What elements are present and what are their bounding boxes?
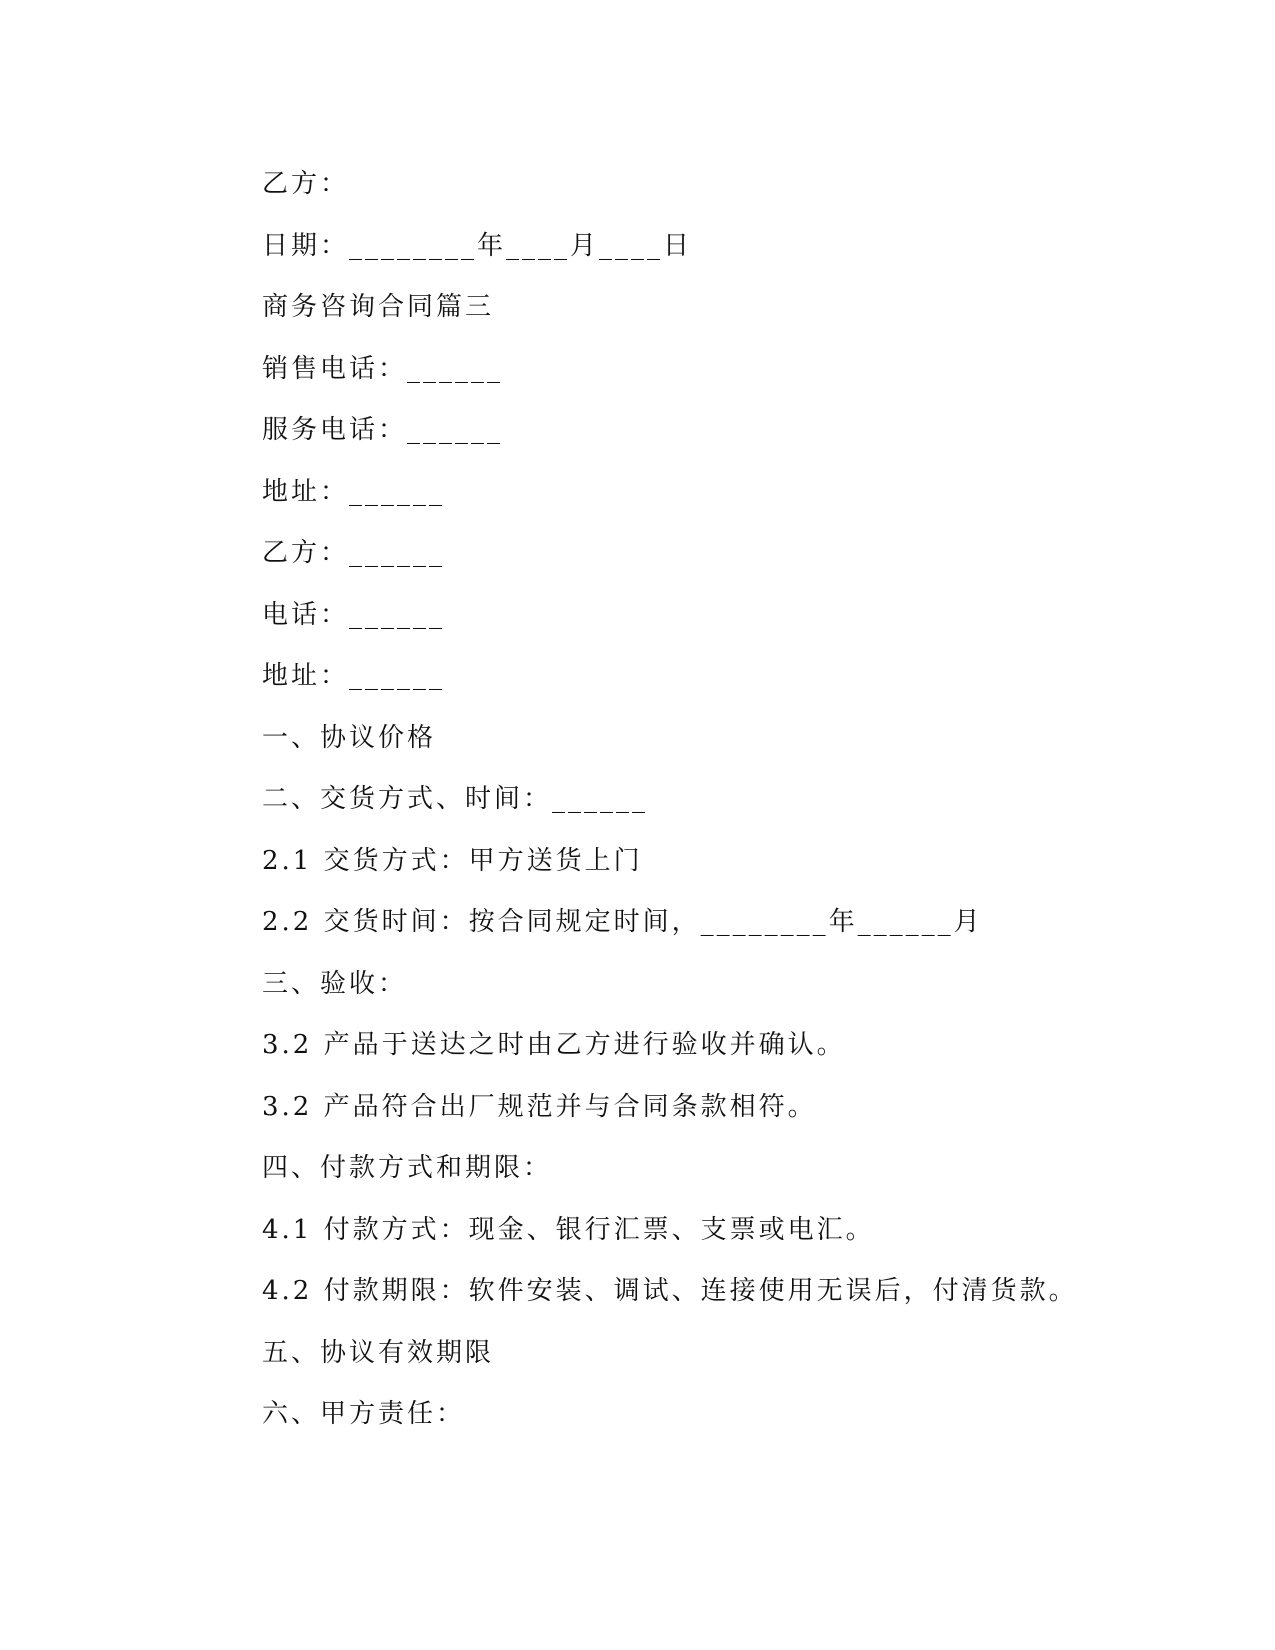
clause-2-1: 2.1 交货方式：甲方送货上门 bbox=[262, 845, 643, 876]
document-body bbox=[262, 168, 1078, 1460]
clause-3-item-a: 3.2 产品于送达之时由乙方进行验收并确认。 bbox=[262, 1030, 846, 1060]
clause-1-heading: 一、协议价格 bbox=[262, 722, 437, 753]
address-field: 地址：______ bbox=[262, 476, 446, 507]
clause-3-item-b: 3.2 产品符合出厂规范并与合同条款相符。 bbox=[262, 1091, 817, 1122]
party-b-field: 乙方：______ bbox=[262, 538, 446, 568]
phone-field: 电话：______ bbox=[262, 599, 446, 630]
section-heading: 商务咨询合同篇三 bbox=[262, 292, 495, 322]
clause-6-heading: 六、甲方责任： bbox=[262, 1399, 466, 1429]
date-field: 日期：________年____月____日 bbox=[262, 230, 693, 261]
clause-4-1: 4.1 付款方式：现金、银行汇票、支票或电汇。 bbox=[262, 1214, 875, 1245]
clause-5-heading: 五、协议有效期限 bbox=[262, 1337, 495, 1368]
clause-3-heading: 三、验收： bbox=[262, 968, 408, 999]
sales-phone-field: 销售电话：______ bbox=[262, 353, 504, 384]
party-b-label: 乙方： bbox=[262, 169, 350, 199]
service-phone-field: 服务电话：______ bbox=[262, 415, 504, 445]
clause-2-heading: 二、交货方式、时间：______ bbox=[262, 784, 649, 814]
address-field-2: 地址：______ bbox=[262, 661, 446, 691]
clause-2-2: 2.2 交货时间：按合同规定时间，________年______月 bbox=[262, 907, 983, 937]
clause-4-heading: 四、付款方式和期限： bbox=[262, 1153, 553, 1183]
clause-4-2: 4.2 付款期限：软件安装、调试、连接使用无误后，付清货款。 bbox=[262, 1276, 1078, 1306]
